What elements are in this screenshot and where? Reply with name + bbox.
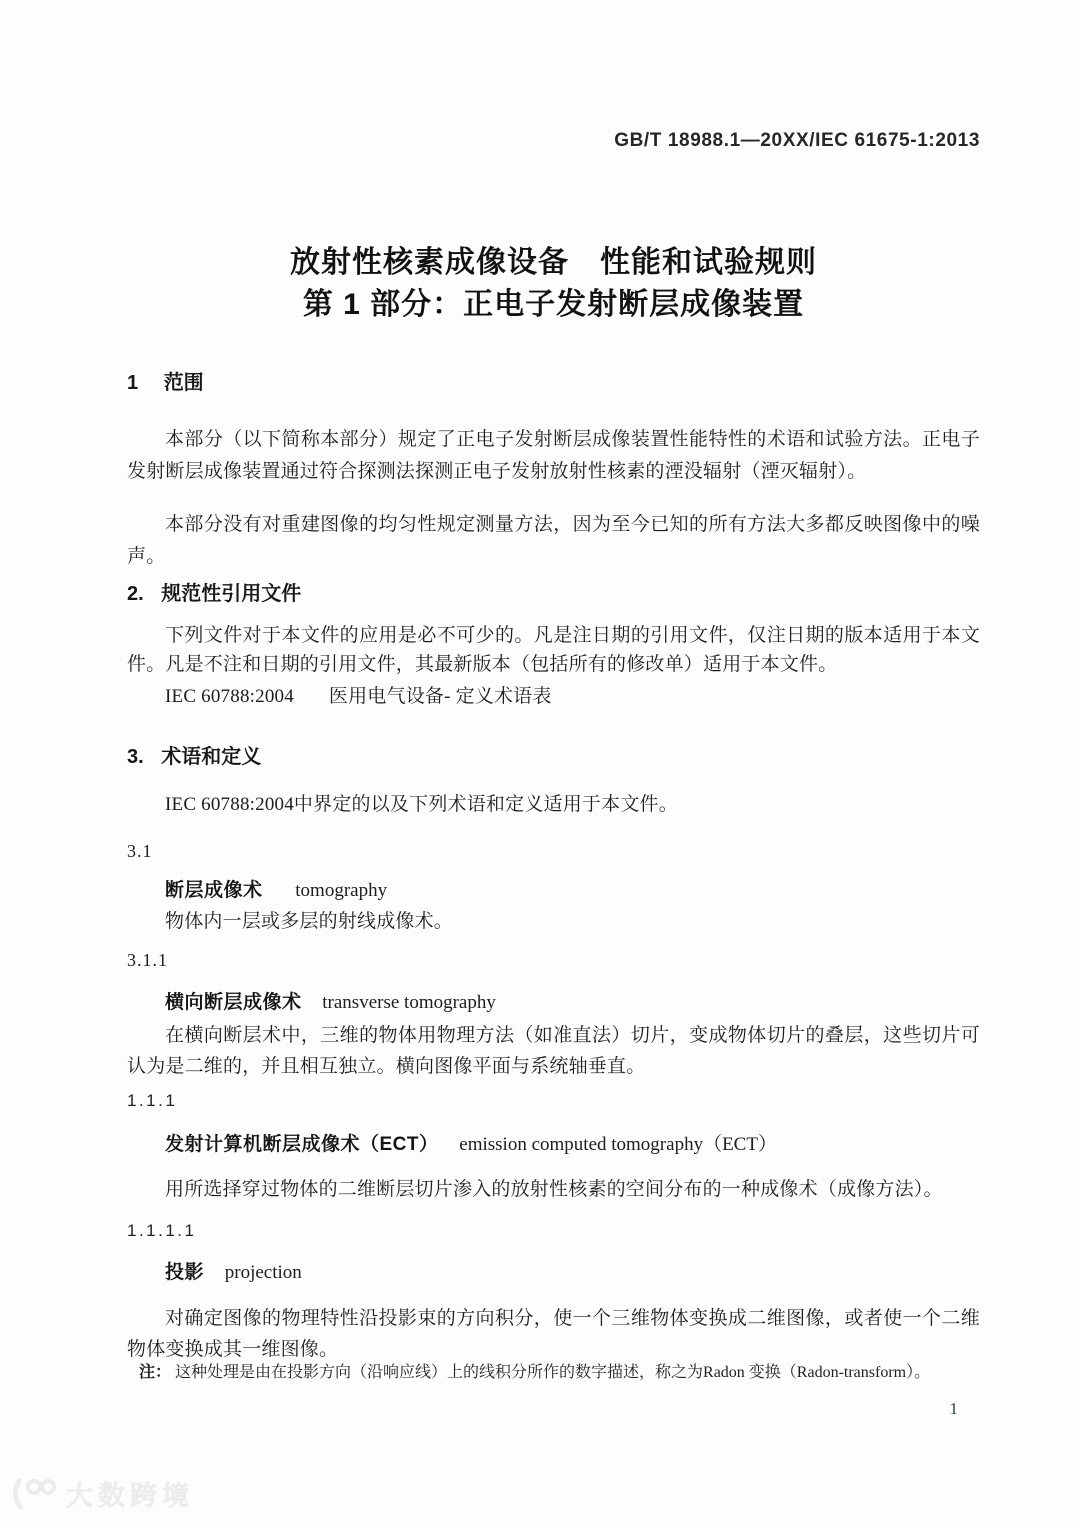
section-1-heading <box>127 366 204 395</box>
scope-paragraph-2: 本部分没有对重建图像的均匀性规定测量方法，因为至今已知的所有方法大多都反映图像中的噪声。 <box>127 514 980 567</box>
reference-line <box>127 682 980 712</box>
term-en: tomography <box>295 880 388 901</box>
term-entry-transverse-tomography <box>165 987 496 1014</box>
section-2-heading <box>127 577 301 606</box>
term-zh: 投影 <box>165 1262 205 1283</box>
watermark-text: 大数跨境 <box>66 1481 194 1511</box>
term-definition: 对确定图像的物理特性沿投影束的方向积分，使一个三维物体变换成二维图像，或者使一个二维物体变换成其一维图像。 <box>127 1308 980 1360</box>
doc-title-line1: 放射性核素成像设备 性能和试验规则 <box>290 246 817 279</box>
doc-title-line2: 第 1 部分：正电子发射断层成像装置 <box>302 288 805 321</box>
page-number: 1 <box>949 1399 958 1418</box>
note-text: 这种处理是由在投影方向（沿响应线）上的线积分所作的数字描述，称之为Radon 变换（Radon-transform）。 <box>175 1364 931 1381</box>
clause-number-1-1-1: 1.1.1 <box>127 1091 178 1110</box>
reference-title: 医用电气设备- 定义术语表 <box>328 686 552 707</box>
scope-paragraph-1: 本部分（以下简称本部分）规定了正电子发射断层成像装置性能特性的术语和试验方法。正电子发射断层成像装置通过符合探测法探测正电子发射放射性核素的湮没辐射（湮灭辐射）。 <box>127 429 980 482</box>
term-en: transverse tomography <box>322 992 496 1013</box>
reference-code: IEC 60788:2004 <box>165 686 294 707</box>
section-1-number: 1 <box>127 372 139 394</box>
clause-number-1-1-1-1: 1.1.1.1 <box>127 1221 197 1240</box>
term-definition: 在横向断层术中，三维的物体用物理方法（如准直法）切片，变成物体切片的叠层，这些切片可认为是二维的，并且相互独立。横向图像平面与系统轴垂直。 <box>127 1025 980 1077</box>
note-label: 注： <box>139 1364 172 1381</box>
clause-number-3-1: 3.1 <box>127 841 153 861</box>
clause-number-3-1-1: 3.1.1 <box>127 950 168 970</box>
term-en: emission computed tomography（ECT） <box>459 1134 777 1155</box>
section-2-title: 规范性引用文件 <box>161 583 302 605</box>
term-zh: 发射计算机断层成像术（ECT） <box>165 1134 439 1155</box>
terms-intro: IEC 60788:2004中界定的以及下列术语和定义适用于本文件。 <box>165 794 678 815</box>
section-3-heading <box>127 740 261 769</box>
section-1-title: 范围 <box>163 372 204 394</box>
section-3-title: 术语和定义 <box>161 746 262 768</box>
term-entry-ect <box>165 1129 777 1156</box>
dashu-100-logo-icon <box>10 1476 56 1512</box>
term-definition: 物体内一层或多层的射线成像术。 <box>165 911 454 932</box>
term-en: projection <box>224 1262 302 1283</box>
standard-code: GB/T 18988.1—20XX/IEC 61675-1:2013 <box>614 130 980 151</box>
refs-paragraph: 下列文件对于本文件的应用是必不可少的。凡是注日期的引用文件，仅注日期的版本适用于本文件。凡是不注和日期的引用文件，其最新版本（包括所有的修改单）适用于本文件。 <box>127 625 980 675</box>
term-zh: 横向断层成像术 <box>165 992 302 1013</box>
term-zh: 断层成像术 <box>165 880 263 901</box>
term-entry-tomography <box>165 875 387 902</box>
note-line <box>127 1361 987 1385</box>
term-definition: 用所选择穿过物体的二维断层切片渗入的放射性核素的空间分布的一种成像术（成像方法）。 <box>165 1179 943 1200</box>
section-2-number: 2. <box>127 583 144 605</box>
watermark <box>10 1474 194 1513</box>
term-entry-projection <box>165 1257 302 1284</box>
section-3-number: 3. <box>127 746 144 768</box>
